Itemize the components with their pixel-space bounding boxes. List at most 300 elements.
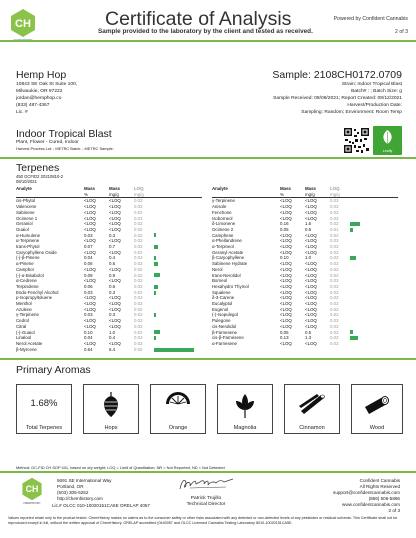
analyte-name: cis-Nerolidol — [212, 323, 237, 329]
footer-phone: (503) 305-5252 — [57, 490, 89, 495]
loq-value: 0.02 — [134, 221, 143, 227]
analyte-name: α-Terpinene — [16, 238, 40, 244]
analyte-name: (-)-β-Pinene — [16, 255, 40, 261]
product-divider — [0, 157, 416, 159]
analyte-name: Eucalyptol — [212, 301, 233, 307]
loq-value: 0.02 — [134, 244, 143, 250]
analyte-name: Terpinolene — [16, 283, 39, 289]
footer-chemhistory-logo-icon — [20, 477, 44, 501]
loq-value: 0.02 — [330, 329, 339, 335]
mass-pct: <LOQ — [84, 306, 96, 312]
table-row — [16, 347, 202, 353]
loq-value: 0.02 — [134, 306, 143, 312]
analyte-name: Geranyl Acetate — [212, 249, 244, 255]
mass-mg: 0.5 — [305, 226, 312, 232]
loq-value: 0.02 — [330, 255, 339, 261]
sample-id: Sample: 2108CH0172.0709 — [272, 69, 402, 81]
analyte-name: α-Terpineol — [212, 244, 234, 250]
page-title: Certificate of Analysis — [105, 8, 292, 30]
mass-mg: <LOQ — [109, 318, 121, 324]
mass-pct: <LOQ — [280, 340, 292, 346]
mass-pct: 0.13 — [280, 335, 289, 341]
amount-bar — [154, 348, 194, 352]
analyte-name: Squalene — [212, 289, 231, 295]
signature-icon — [176, 476, 236, 492]
orange-icon — [163, 391, 193, 417]
footer-url[interactable]: http://chemhistory.com — [57, 496, 103, 501]
mass-pct: <LOQ — [280, 209, 292, 215]
amount-bar — [350, 336, 358, 340]
product-name: Indoor Tropical Blast — [16, 128, 112, 140]
loq-value: 0.02 — [134, 198, 143, 204]
mass-mg: 0.4 — [109, 335, 116, 341]
col-loq: LOQ — [330, 186, 340, 191]
analyte-name: α-Phellandrene — [212, 238, 242, 244]
mass-pct: 0.07 — [84, 244, 93, 250]
aroma-wood — [351, 384, 403, 434]
mass-mg: <LOQ — [305, 278, 317, 284]
mass-pct: <LOQ — [84, 323, 96, 329]
amount-bar — [350, 222, 360, 226]
loq-value: 0.02 — [330, 318, 339, 324]
mass-pct: 0.10 — [280, 255, 289, 261]
loq-value: 0.02 — [134, 232, 143, 238]
analyte-name: Linalool — [16, 335, 32, 341]
unit-loq: mg/g — [134, 191, 144, 197]
mass-mg: 1.3 — [305, 335, 312, 341]
mass-pct: <LOQ — [84, 295, 96, 301]
mass-pct: 0.16 — [280, 221, 289, 227]
footer-address2: Portland, OR — [57, 484, 84, 489]
svg-text:CH: CH — [25, 484, 39, 495]
amount-bar — [154, 330, 160, 334]
leafly-badge-label: Leafly — [382, 149, 393, 153]
loq-value: 0.02 — [134, 238, 143, 244]
mass-pct: <LOQ — [84, 204, 96, 210]
mass-mg: <LOQ — [305, 215, 317, 221]
loq-value: 0.02 — [330, 266, 339, 272]
loq-value: 0.02 — [330, 215, 339, 221]
mass-pct: <LOQ — [280, 249, 292, 255]
mass-mg: 1.0 — [305, 255, 312, 261]
analyte-name: (-)-Guaiol — [16, 329, 35, 335]
mass-pct: <LOQ — [84, 209, 96, 215]
mass-pct: <LOQ — [280, 238, 292, 244]
cc-page: 2 of 3 — [388, 508, 400, 513]
mass-pct: <LOQ — [84, 221, 96, 227]
mass-mg: <LOQ — [305, 323, 317, 329]
table-row — [212, 341, 398, 347]
loq-value: 0.02 — [330, 209, 339, 215]
analyte-name: Cedrol — [16, 318, 29, 324]
loq-value: 0.02 — [330, 244, 339, 250]
mass-pct: <LOQ — [84, 226, 96, 232]
aromas-divider — [0, 358, 416, 360]
mass-mg: <LOQ — [109, 266, 121, 272]
product-harvest-line: Harvest Process Lot: ; METRC Batch: ; METRC Sample: — [16, 146, 114, 151]
mass-mg: <LOQ — [109, 238, 121, 244]
mass-mg: <LOQ — [305, 312, 317, 318]
mass-pct: <LOQ — [280, 232, 292, 238]
analyte-name: cis-Phytol — [16, 198, 36, 204]
terpenes-table-left — [16, 186, 202, 352]
mass-pct: <LOQ — [280, 283, 292, 289]
loq-value: 0.02 — [134, 312, 143, 318]
unit-mg: mg/g — [305, 191, 315, 197]
mass-pct: <LOQ — [280, 295, 292, 301]
col-analyte: Analyte — [212, 186, 228, 191]
mass-pct: <LOQ — [280, 266, 292, 272]
mass-pct: <LOQ — [280, 323, 292, 329]
analyte-name: β-Farnesene — [212, 329, 237, 335]
mass-pct: 0.03 — [84, 232, 93, 238]
analyte-name: Azulene — [16, 306, 32, 312]
loq-value: 0.02 — [134, 323, 143, 329]
mass-mg: <LOQ — [305, 283, 317, 289]
loq-value: 0.01 — [134, 215, 143, 221]
mass-pct: 0.10 — [84, 329, 93, 335]
amount-bar — [350, 330, 353, 334]
mass-pct: 0.06 — [84, 283, 93, 289]
sample-sampling: Sampling: Random; Environment: Room Temp — [301, 110, 402, 115]
aroma-cinnamon — [284, 384, 340, 434]
cc-name: Confident Cannabis — [359, 478, 400, 483]
loq-value: 0.02 — [330, 232, 339, 238]
analyte-name: (-)-Isopulegol — [212, 312, 238, 318]
mass-pct: 0.04 — [84, 335, 93, 341]
terpenes-test-id: 450 GCFID2 20210810-2 — [16, 174, 64, 179]
footer-address1: 5691 SE International Way — [57, 478, 112, 483]
col-mass: Mass — [84, 186, 95, 191]
loq-value: 0.02 — [330, 249, 339, 255]
client-address1: 10843 SE Oak St Suite 100, — [16, 82, 78, 87]
mass-mg: <LOQ — [109, 249, 121, 255]
loq-value: 0.02 — [134, 346, 143, 352]
mass-mg: <LOQ — [305, 209, 317, 215]
loq-value: 0.02 — [134, 283, 143, 289]
analyte-name: δ-Limonene — [212, 221, 236, 227]
mass-mg: <LOQ — [109, 301, 121, 307]
mass-mg: <LOQ — [109, 340, 121, 346]
loq-value: 0.02 — [134, 261, 143, 267]
mass-pct: 0.09 — [84, 272, 93, 278]
mass-pct: <LOQ — [280, 312, 292, 318]
loq-value: 0.02 — [330, 312, 339, 318]
loq-value: 0.02 — [330, 278, 339, 284]
loq-value: 0.02 — [330, 198, 339, 204]
mass-mg: 0.6 — [109, 283, 116, 289]
footer-license: Lic.# OLCC 010-10020151CA5E ORELAP 4057 — [52, 503, 150, 508]
client-phone: (833) 487-4367 — [16, 103, 50, 108]
mass-pct: <LOQ — [84, 238, 96, 244]
mass-mg: <LOQ — [305, 301, 317, 307]
unit-mg: mg/g — [109, 191, 119, 197]
analyte-name: Sabinene — [16, 209, 35, 215]
signer-name: Patrick Trujillo — [190, 496, 222, 501]
amount-bar — [154, 336, 156, 340]
analyte-name: α-Humulene — [16, 232, 41, 238]
loq-value: 0.02 — [134, 278, 143, 284]
terpenes-title: Terpenes — [16, 162, 60, 174]
mass-mg: <LOQ — [305, 204, 317, 210]
loq-value: 0.02 — [330, 221, 339, 227]
amount-bar — [154, 256, 156, 260]
loq-value: 0.02 — [134, 301, 143, 307]
terpenes-table-right — [212, 186, 398, 347]
analyte-name: Nerol Acetate — [16, 340, 43, 346]
loq-value: 0.02 — [134, 340, 143, 346]
analyte-name: Isoborneol — [212, 215, 233, 221]
mass-pct: 0.64 — [84, 346, 93, 352]
mass-mg: <LOQ — [305, 232, 317, 238]
loq-value: 0.02 — [134, 209, 143, 215]
loq-value: 0.02 — [134, 266, 143, 272]
mass-pct: <LOQ — [84, 318, 96, 324]
mass-mg: 1.6 — [305, 221, 312, 227]
analyte-name: Ocimene 1 — [16, 215, 38, 221]
mass-mg: <LOQ — [109, 209, 121, 215]
analyte-name: Menthol — [16, 301, 32, 307]
mass-mg: <LOQ — [305, 244, 317, 250]
analyte-name: α-Cedrene — [16, 278, 37, 284]
amount-bar — [350, 256, 356, 260]
loq-value: 0.02 — [134, 295, 143, 301]
cc-email[interactable]: support@confidentcannabis.com — [333, 490, 400, 495]
mass-mg: <LOQ — [109, 323, 121, 329]
mass-mg: <LOQ — [109, 221, 121, 227]
analyte-name: α-Farnesene — [212, 340, 237, 346]
mass-pct: <LOQ — [280, 244, 292, 250]
mass-mg: <LOQ — [305, 266, 317, 272]
aroma-magnolia — [217, 384, 273, 434]
mass-mg: 0.9 — [109, 272, 116, 278]
loq-value: 0.02 — [330, 238, 339, 244]
mass-mg: <LOQ — [305, 238, 317, 244]
mass-mg: <LOQ — [305, 306, 317, 312]
mass-mg: <LOQ — [305, 249, 317, 255]
mass-mg: 1.0 — [109, 329, 116, 335]
mass-pct: 0.06 — [84, 261, 93, 267]
analyte-name: Camphene — [212, 232, 234, 238]
sample-harvest: Harvest/Production Date: — [347, 103, 402, 108]
mass-mg: <LOQ — [305, 340, 317, 346]
loq-value: 0.02 — [330, 283, 339, 289]
mass-pct: 0.04 — [84, 255, 93, 261]
terpenes-left-body — [16, 198, 202, 352]
sample-batch: Batch# : ; Batch Size: g — [351, 89, 402, 94]
mass-pct: <LOQ — [84, 301, 96, 307]
terpenes-test-date: 08/10/2021 — [16, 179, 37, 184]
amount-bar — [350, 228, 353, 232]
signer-title: Technical Director — [186, 502, 226, 507]
loq-value: 0.02 — [134, 335, 143, 341]
aroma-hops — [83, 384, 139, 434]
client-address2: Milwaukie, OR 97222 — [16, 89, 63, 94]
mass-mg: <LOQ — [305, 295, 317, 301]
loq-value: 0.02 — [330, 323, 339, 329]
powered-by: Powered by Confident Cannabis — [333, 16, 408, 22]
cc-phone: (866) 506-5866 — [368, 496, 400, 501]
analyte-name: Borneol — [212, 278, 228, 284]
analyte-name: Ocimene 2 — [212, 226, 234, 232]
client-email: jordan@hemphop.co — [16, 96, 62, 101]
loq-value: 0.02 — [134, 329, 143, 335]
analyte-name: Endo-Fenchyl Alcohol — [16, 289, 59, 295]
analyte-name: (-)-α-Bisabolol — [16, 272, 44, 278]
analyte-name: Citral — [16, 323, 27, 329]
footer-logo-text: CHEMHISTORY — [23, 502, 41, 505]
analyte-name: Sabinene Hydrate — [212, 261, 248, 267]
col-mass: Mass — [280, 186, 291, 191]
mass-pct: 0.05 — [280, 226, 289, 232]
analyte-name: p-Isopropyltoluene — [16, 295, 53, 301]
wood-icon — [361, 391, 393, 417]
mass-mg: <LOQ — [109, 215, 121, 221]
analyte-name: cis-β-Farnesene — [212, 335, 244, 341]
leaf-icon — [373, 126, 402, 148]
analyte-name: Caryophyllene Oxide — [16, 249, 57, 255]
analyte-name: Eugenol — [212, 306, 229, 312]
mass-pct: 0.03 — [84, 289, 93, 295]
total-terpenes-box — [16, 384, 72, 434]
analyte-name: Valencene — [16, 204, 37, 210]
amount-bar — [154, 285, 158, 289]
amount-bar-cell — [154, 347, 202, 353]
loq-value: 0.02 — [330, 261, 339, 267]
cinnamon-icon — [297, 391, 327, 417]
aroma-magnolia-label: Magnolia — [233, 425, 257, 431]
loq-value: 0.02 — [330, 340, 339, 346]
loq-value: 0.02 — [330, 295, 339, 301]
unit-loq: mg/g — [330, 191, 340, 197]
loq-value: 0.02 — [330, 306, 339, 312]
mass-mg: 0.6 — [109, 261, 116, 267]
aroma-orange-label: Orange — [168, 425, 188, 431]
analyte-name: γ-Terpinene — [16, 312, 39, 318]
aroma-cinnamon-label: Cinnamon — [299, 425, 325, 431]
amount-bar — [154, 313, 156, 317]
mass-pct: <LOQ — [280, 261, 292, 267]
page-number: 2 of 3 — [395, 29, 408, 35]
analyte-name: Geraniol — [16, 221, 33, 227]
mass-mg: <LOQ — [305, 198, 317, 204]
mass-mg: 0.7 — [109, 244, 116, 250]
loq-value: 0.02 — [134, 255, 143, 261]
analyte-name: Anisole — [212, 204, 227, 210]
mass-mg: <LOQ — [305, 272, 317, 278]
aroma-hops-label: Hops — [104, 425, 118, 431]
mass-pct: <LOQ — [84, 198, 96, 204]
amount-bar — [154, 262, 158, 266]
mass-pct: <LOQ — [280, 318, 292, 324]
sample-strain: Strain: Indoor Tropical Blast — [341, 82, 402, 87]
loq-value: 0.02 — [134, 204, 143, 210]
cc-rights: All Rights Reserved — [359, 484, 400, 489]
mass-pct: <LOQ — [280, 278, 292, 284]
magnolia-icon — [232, 391, 258, 419]
amount-bar — [154, 291, 156, 295]
mass-pct: <LOQ — [84, 266, 96, 272]
unit-pct: % — [84, 191, 88, 197]
header-divider — [0, 40, 416, 42]
mass-pct: <LOQ — [280, 198, 292, 204]
terpenes-right-body — [212, 198, 398, 347]
loq-value: 0.01 — [330, 226, 339, 232]
analyte-name: β-Caryophyllene — [212, 255, 245, 261]
analyte-name: γ-Terpinene — [212, 198, 235, 204]
mass-mg: <LOQ — [109, 226, 121, 232]
mass-pct: <LOQ — [84, 340, 96, 346]
unit-pct: % — [280, 191, 284, 197]
col-mass-2: Mass — [305, 186, 316, 191]
total-terpenes-label: Total Terpenes — [25, 425, 63, 431]
mass-pct: <LOQ — [280, 215, 292, 221]
aroma-orange — [150, 384, 206, 434]
mass-mg: <LOQ — [109, 295, 121, 301]
mass-mg: 0.3 — [109, 232, 116, 238]
col-loq: LOQ — [134, 186, 144, 191]
analyte-name: Hexahydro Thymol — [212, 283, 249, 289]
total-terpenes-value: 1.68% — [30, 398, 58, 409]
aroma-wood-label: Wood — [369, 425, 385, 431]
analyte-name: β-Myrcene — [16, 346, 37, 352]
mass-mg: 6.4 — [109, 346, 116, 352]
aromas-title: Primary Aromas — [16, 364, 91, 376]
analyte-name: trans-Nerolidol — [212, 272, 241, 278]
mass-pct: <LOQ — [84, 215, 96, 221]
disclaimer: Values reported relate only to the product tested. ChemHistory makes no claims as to the consumer safety or other risks associated with any detected or non-detected levels of any pesticides or residual solvents. This Certificate shall not be reproduced except in full, without the written approval of ChemHistory. ORELAP accredited (0440057 and OLCC Licensed Cannabis Testing Laboratory 8010-10020151CA5E. — [8, 516, 398, 525]
loq-value: 0.02 — [330, 289, 339, 295]
qr-code-icon[interactable] — [343, 127, 370, 154]
method-footnote: Method: GC-FID CH SOP 401, based on dry weight; LOQ = Limit of Quantitation; NR = Not Reported, ND = Not Detected — [16, 465, 225, 470]
mass-mg: <LOQ — [305, 289, 317, 295]
mass-pct: <LOQ — [280, 306, 292, 312]
loq-value: 0.02 — [134, 289, 143, 295]
analyte-name: Guaiol — [16, 226, 29, 232]
page-subtitle: Sample provided to the laboratory by the client and tested as received. — [98, 28, 313, 35]
loq-value: 0.02 — [330, 272, 339, 278]
footer-divider — [0, 471, 416, 473]
sample-dates: Sample Received: 08/09/2021; Report Created: 08/12/2021 — [273, 96, 402, 101]
amount-bar — [154, 273, 160, 277]
mass-mg: <LOQ — [305, 318, 317, 324]
mass-pct: <LOQ — [280, 204, 292, 210]
loq-value: 0.02 — [330, 204, 339, 210]
col-mass-2: Mass — [109, 186, 120, 191]
amount-bar — [154, 245, 158, 249]
loq-value: 0.02 — [330, 335, 339, 341]
analyte-name: Pulegone — [212, 318, 231, 324]
leafly-badge — [373, 126, 402, 155]
loq-value: 0.02 — [330, 301, 339, 307]
mass-pct: 0.03 — [84, 312, 93, 318]
mass-mg: 0.5 — [305, 329, 312, 335]
product-type: Plant, Flower - Cured, Indoor — [16, 140, 79, 145]
mass-mg: <LOQ — [109, 204, 121, 210]
analyte-name: δ-3-Carene — [212, 295, 235, 301]
cc-url[interactable]: www.confidentcannabis.com — [342, 502, 400, 507]
col-analyte: Analyte — [16, 186, 32, 191]
mass-mg: 0.4 — [109, 255, 116, 261]
analyte-name: Fenchone — [212, 209, 232, 215]
svg-text:CH: CH — [15, 18, 31, 30]
loq-value: 0.02 — [134, 249, 143, 255]
amount-bar-cell — [350, 341, 398, 347]
client-name: Hemp Hop — [16, 69, 67, 81]
loq-value: 0.02 — [134, 318, 143, 324]
client-license: Lic. # — [16, 110, 28, 115]
hops-icon — [99, 391, 123, 419]
